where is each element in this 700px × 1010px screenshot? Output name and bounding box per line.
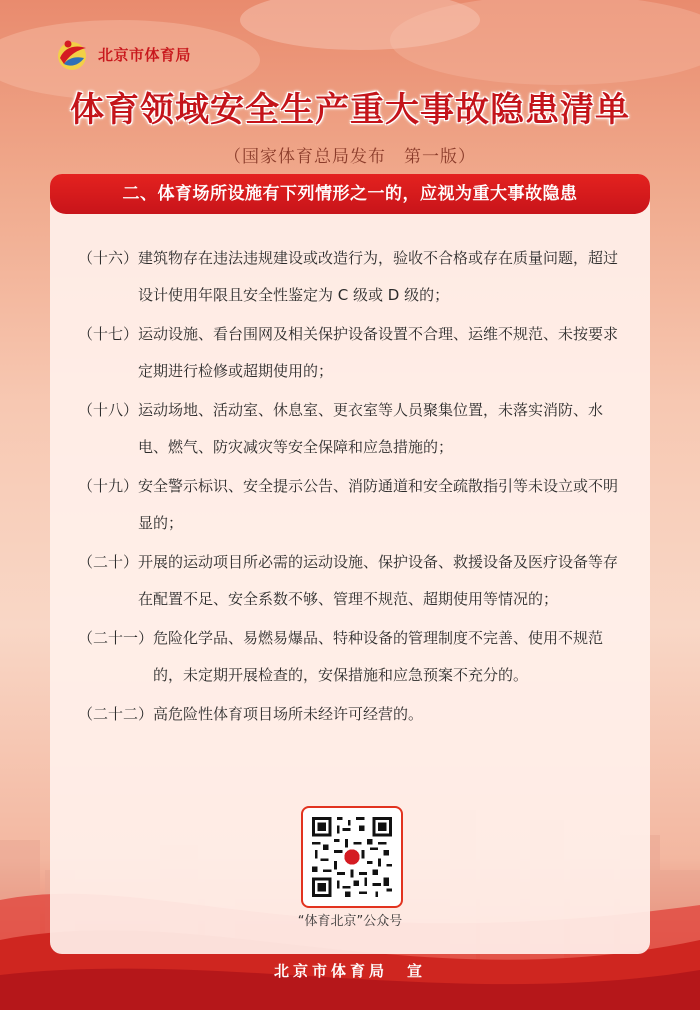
section-heading: 二、体育场所设施有下列情形之一的，应视为重大事故隐患 — [50, 174, 650, 214]
qr-caption: “体育北京”公众号 — [297, 914, 403, 929]
item-number: （二十二） — [78, 705, 154, 723]
hazard-list — [78, 240, 628, 735]
list-item — [78, 316, 628, 390]
beijing-sports-logo-icon — [52, 34, 92, 74]
list-item — [78, 240, 628, 314]
item-number: （十七） — [78, 325, 139, 343]
qr-code-icon — [312, 817, 392, 897]
item-text: 危险化学品、易燃易爆品、特种设备的管理制度不完善、使用不规范的，未定期开展检查的，安保措施和应急预案不充分的。 — [153, 629, 604, 684]
list-item — [78, 620, 628, 694]
qr-code[interactable] — [301, 806, 403, 908]
item-text: 高危险性体育项目场所未经许可经营的。 — [153, 705, 424, 723]
item-text: 运动场地、活动室、休息室、更衣室等人员聚集位置，未落实消防、水电、燃气、防灾减灾等安全保障和应急措施的； — [138, 401, 604, 456]
list-item — [78, 468, 628, 542]
item-number: （二十） — [78, 553, 139, 571]
org-name: 北京市体育局 — [98, 45, 192, 64]
item-number: （十九） — [78, 477, 139, 495]
item-text: 建筑物存在违法违规建设或改造行为，验收不合格或存在质量问题，超过设计使用年限且安全性鉴定为 C 级或 D 级的； — [138, 249, 619, 304]
list-item — [78, 392, 628, 466]
org-logo — [52, 34, 191, 74]
page-title: 体育领域安全生产重大事故隐患清单 — [70, 90, 630, 130]
item-number: （二十一） — [78, 629, 154, 647]
list-item — [78, 544, 628, 618]
item-text: 运动设施、看台围网及相关保护设备设置不合理、运维不规范、未按要求定期进行检修或超期使用的； — [138, 325, 619, 380]
item-text: 安全警示标识、安全提示公告、消防通道和安全疏散指引等未设立或不明显的； — [138, 477, 619, 532]
page-subtitle: （国家体育总局发布 第一版） — [224, 147, 476, 167]
footer-publisher: 北京市体育局 宣 — [273, 962, 426, 980]
list-item — [78, 696, 628, 733]
item-number: （十八） — [78, 401, 139, 419]
item-number: （十六） — [78, 249, 139, 267]
item-text: 开展的运动项目所必需的运动设施、保护设备、救援设备及医疗设备等存在配置不足、安全系数不够、管理不规范、超期使用等情况的； — [138, 553, 619, 608]
